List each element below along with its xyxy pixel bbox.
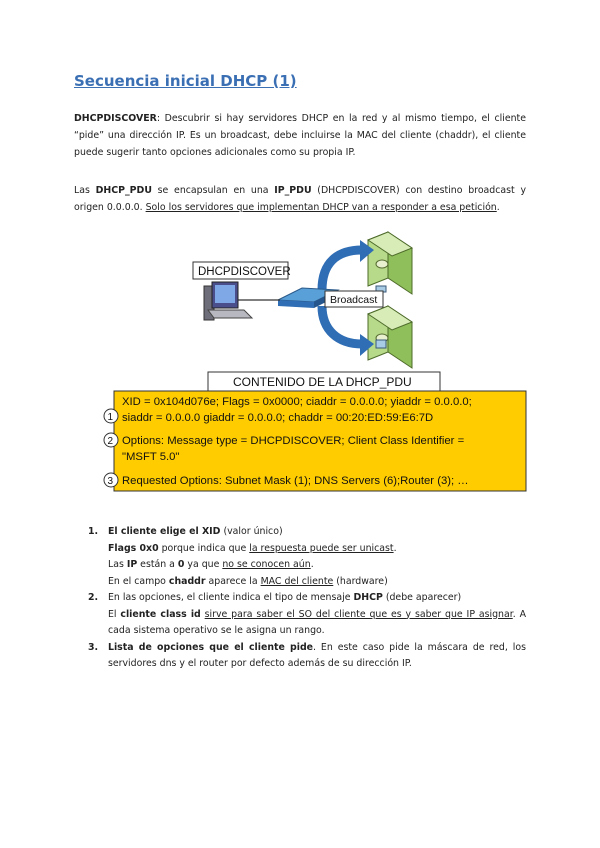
text: porque indica que [158,542,250,554]
marker-2-label: 2 [107,436,114,447]
broadcast-label: Broadcast [330,294,378,306]
marker-3-label: 3 [107,476,114,487]
text: (DHCPDISCOVER) con destino broadcast y origen 0.0.0.0. [74,185,526,213]
underlined-text: no se conocen aún [222,559,311,570]
term-client-class-id: cliente class id [120,608,201,620]
server-icon-top [368,232,412,294]
text: . A cada sistema operativo se le asigna un rango. [108,608,526,636]
list-number: 1. [88,526,99,537]
text: Las [108,559,127,570]
explanation-list [86,524,526,673]
term-dhcp: DHCP [353,592,383,603]
list-item [86,590,526,640]
term-zero: 0 [177,559,185,570]
text: Las [74,185,96,196]
text: (valor único) [220,526,283,537]
list-number: 3. [88,641,99,653]
text: están a [137,559,178,570]
text: . En este caso pide la máscara de red, los servidores dns y el router por defecto además de su dirección IP. [108,641,526,669]
marker-1-label: 1 [107,412,114,423]
discover-label: DHCPDISCOVER [198,266,291,278]
underlined-text: MAC del cliente [260,575,334,587]
pdu-line-4: "MSFT 5.0" [122,451,180,463]
term-dhcp-pdu: DHCP_PDU [95,185,152,196]
text: ya que [184,559,223,570]
text: . [496,202,500,213]
term-dhcpdiscover: DHCPDISCOVER [74,113,157,124]
arrow-down-icon [322,306,374,356]
pdu-line-5: Requested Options: Subnet Mask (1); DNS Servers (6);Router (3); … [122,475,469,487]
pdu-title: CONTENIDO DE LA DHCP_PDU [233,375,412,389]
text: En las opciones, el cliente indica el tipo de mensaje [108,592,354,603]
list-heading: Lista de opciones que el cliente pide [108,641,314,653]
page-title: Secuencia inicial DHCP (1) [74,72,297,90]
term-ip: IP [126,559,138,570]
pdu-line-1: XID = 0x104d076e; Flags = 0x0000; ciaddr = 0.0.0.0; yiaddr = 0.0.0.0; [122,396,472,408]
arrow-up-icon [322,240,374,290]
underlined-text: la respuesta puede ser unicast [249,542,394,554]
list-item [86,640,526,673]
text: En el campo [108,575,169,587]
paragraph-text: : Descubrir si hay servidores DHCP en la red y al mismo tiempo, el cliente “pide” una dirección IP. Es un broadcast, debe incluirse la MAC del cliente (chaddr), el cliente puede sugerir tanto opciones adicionales como su propia IP. [74,113,526,158]
list-item [86,524,526,590]
term-chaddr: chaddr [168,575,206,587]
text: El [108,608,121,620]
pdu-line-3: Options: Message type = DHCPDISCOVER; Client Class Identifier = [122,435,465,447]
text: (hardware) [333,575,388,587]
computer-icon [204,282,252,320]
underlined-text: Solo los servidores que implementan DHCP van a responder a esa petición [145,202,497,213]
underlined-text: sirve para saber el SO del cliente que es y saber que IP asignar [204,608,513,620]
text: . [393,542,397,554]
server-icon-bottom [368,306,412,368]
list-number: 2. [88,592,99,603]
term-ip-pdu: IP_PDU [274,185,312,196]
term-flags: Flags 0x0 [108,542,159,554]
text: . [310,559,314,570]
text: aparece la [205,575,261,587]
list-heading: El cliente elige el XID [108,526,221,537]
pdu-line-2: siaddr = 0.0.0.0 giaddr = 0.0.0.0; chaddr = 00:20:ED:59:E6:7D [122,412,434,424]
text: se encapsulan en una [151,185,275,196]
text: (debe aparecer) [382,592,462,603]
